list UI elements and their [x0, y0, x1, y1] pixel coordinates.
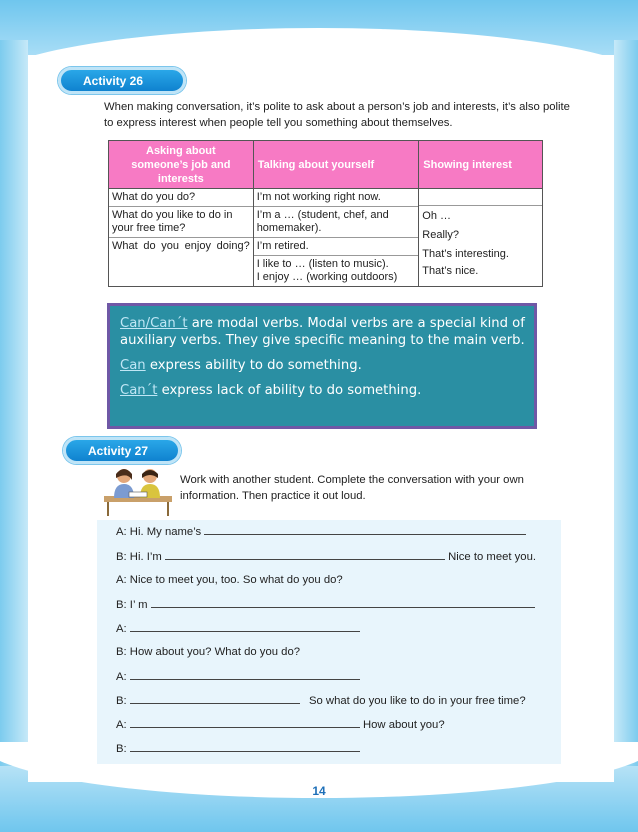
note-line-cant — [120, 382, 526, 399]
dialogue-line: A: — [116, 622, 360, 635]
answer-blank[interactable] — [130, 742, 360, 752]
col-asking — [109, 189, 254, 287]
header-talking: Talking about yourself — [253, 141, 419, 189]
dialogue-line: A: How about you? — [116, 719, 445, 731]
dialogue-line: B: How about you? What do you do? — [116, 646, 301, 658]
dialogue-line: A: Nice to meet you, too. So what do you do? — [116, 574, 343, 586]
keyword-can: Can — [120, 358, 146, 373]
table-cell: What do you like to do in your free time? — [109, 206, 253, 237]
header-showing: Showing interest — [419, 141, 543, 189]
note-text: are modal verbs. Modal verbs are a special kind of auxiliary verbs. They give specific meaning to the main verb. — [120, 316, 525, 348]
phrases-table — [108, 140, 543, 287]
table-cell: I’m retired. — [254, 237, 419, 255]
note-line-can — [120, 357, 526, 374]
keyword-cant: Can´t — [120, 383, 158, 398]
dialogue-line: A: Hi. My name’s — [116, 525, 526, 538]
dialogue-line: B: So what do you like to do in your free time? — [116, 695, 526, 707]
activity-26-label: Activity 26 — [58, 67, 186, 94]
activity-27-instructions: Work with another student. Complete the conversation with your own information. Then practice it out loud. — [180, 474, 524, 502]
answer-blank[interactable] — [130, 718, 360, 728]
table-cell: I enjoy … (working outdoors) — [256, 271, 398, 283]
table-cell: I like to … (listen to music). — [254, 255, 419, 271]
header-asking: Asking about someone’s job and interests — [109, 141, 254, 189]
table-cell: I’m not working right now. — [256, 191, 381, 203]
table-body-row — [109, 189, 543, 287]
table-cell: What do you do? — [112, 191, 196, 203]
table-header-row — [109, 141, 543, 189]
note-text: express lack of ability to do something. — [157, 383, 422, 398]
answer-blank[interactable] — [204, 525, 526, 535]
dialogue-line: B: — [116, 742, 360, 755]
students-talking-illustration — [104, 466, 172, 516]
table-cell: Really? — [422, 229, 459, 241]
page-border-right — [614, 40, 638, 832]
dialogue-line: B: I’ m — [116, 598, 535, 611]
conversation-box — [97, 520, 561, 764]
page-border-left — [0, 40, 28, 832]
dialogue-line: B: Hi. I’m Nice to meet you. — [116, 551, 537, 563]
table-cell: That’s interesting. — [422, 248, 509, 260]
page-number: 14 — [312, 784, 326, 798]
answer-blank[interactable] — [151, 598, 535, 608]
table-cell: Oh … — [419, 205, 542, 225]
answer-blank[interactable] — [130, 694, 300, 704]
answer-blank[interactable] — [130, 670, 360, 680]
note-line-modal — [120, 315, 526, 349]
table-cell: That’s nice. — [422, 265, 479, 277]
col-showing — [419, 189, 543, 287]
note-text: express ability to do something. — [145, 358, 362, 373]
table-cell: I’m a … (student, chef, and homemaker). — [254, 206, 419, 237]
col-talking — [253, 189, 419, 287]
answer-blank[interactable] — [130, 622, 360, 632]
activity-27-label: Activity 27 — [63, 437, 181, 464]
activity-26-intro: When making conversation, it’s polite to ask about a person’s job and interests, it’s also polite to express interest when people tell you something about themselves. — [104, 101, 570, 129]
dialogue-line: A: — [116, 670, 360, 683]
table-cell: What do you enjoy doing? — [109, 237, 253, 255]
grammar-note — [107, 303, 537, 429]
answer-blank[interactable] — [165, 550, 445, 560]
keyword-can-cant: Can/Can´t — [120, 316, 188, 331]
